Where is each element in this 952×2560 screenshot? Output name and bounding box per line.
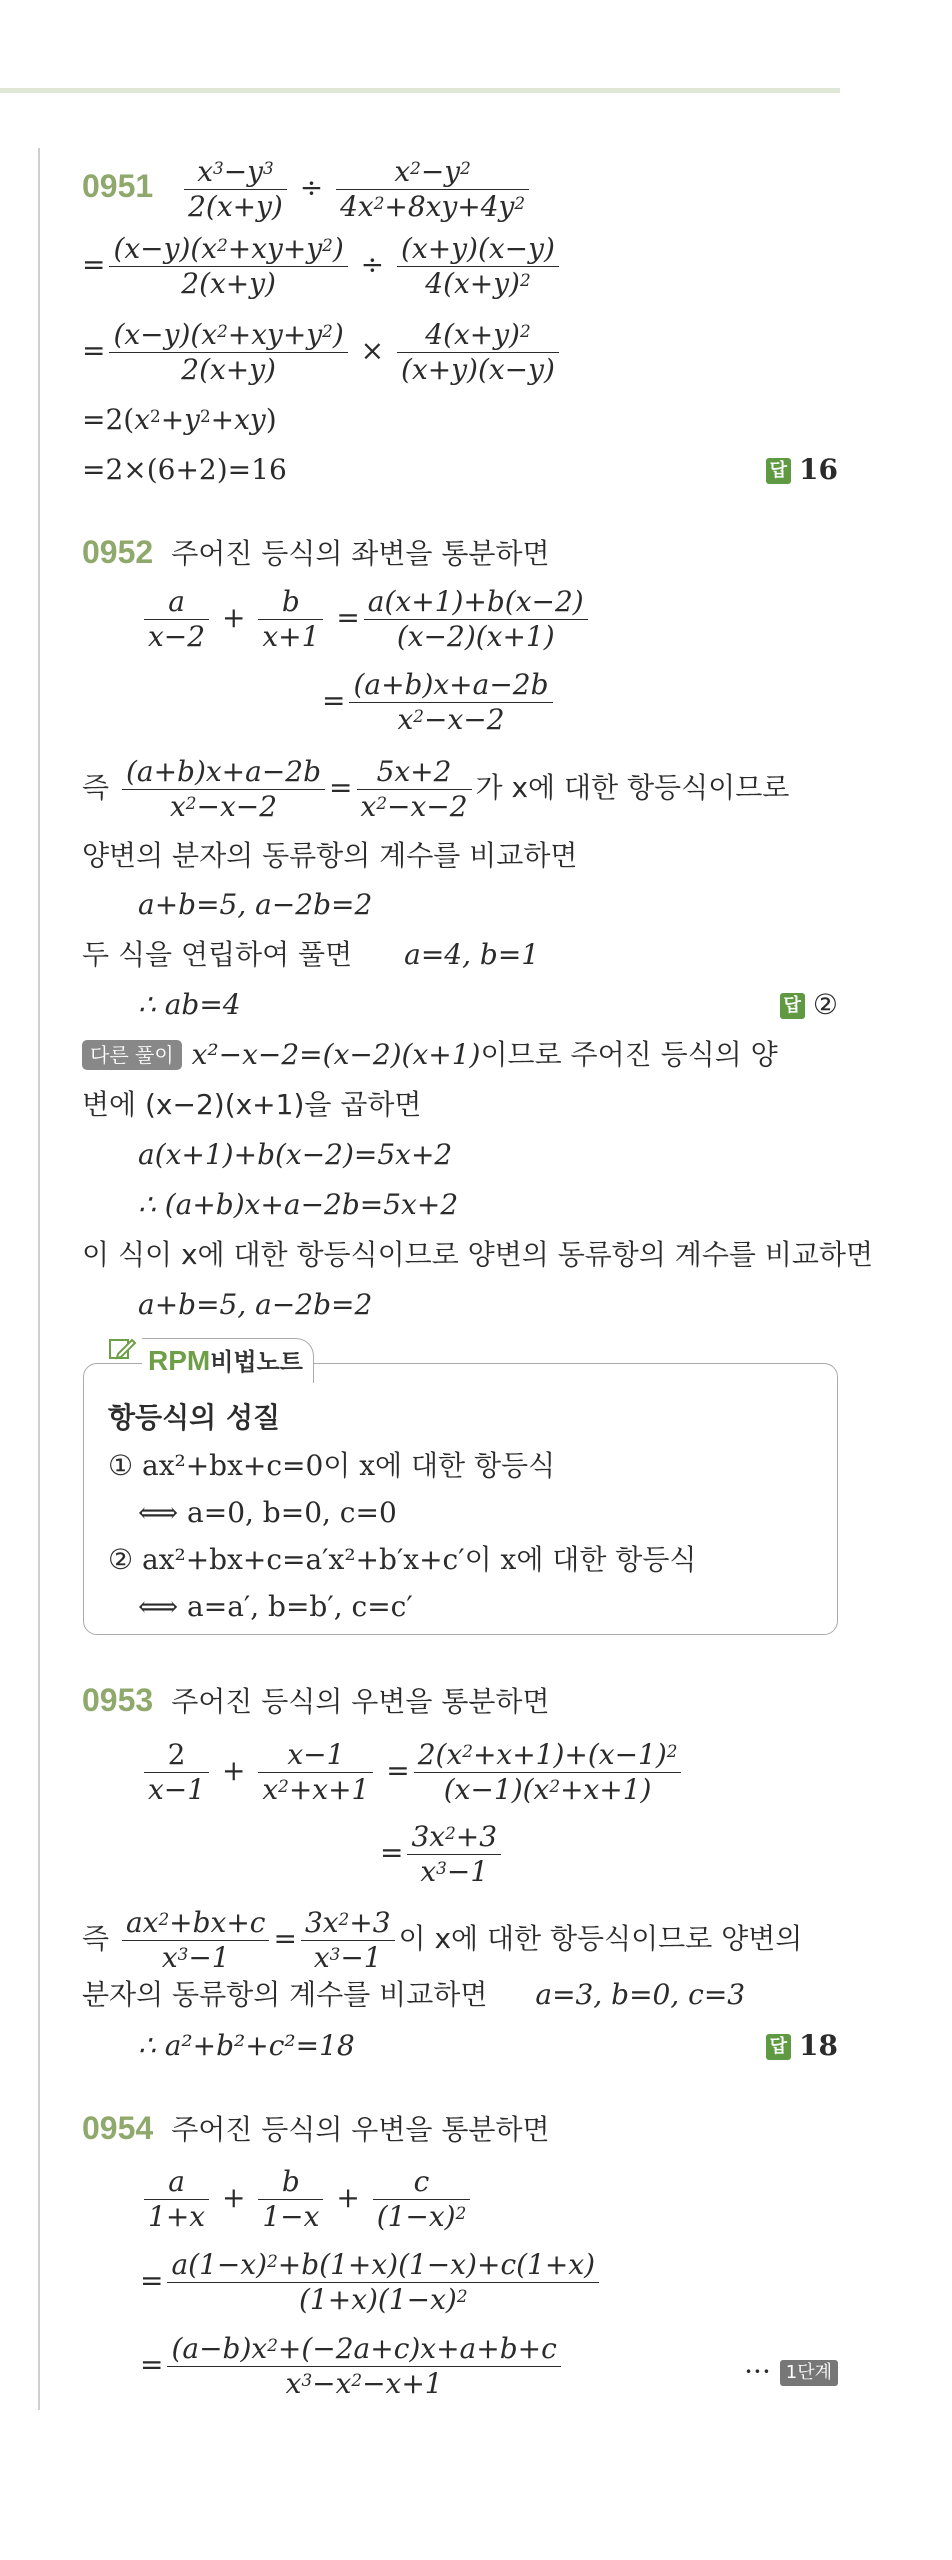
intro-text: 주어진 등식의 우변을 통분하면: [171, 2113, 550, 2146]
note-item2: ② ax²+bx+c=a′x²+b′x+c′이 x에 대한 항등식: [108, 1543, 697, 1576]
note-item1-result: ⟺ a=0, b=0, c=0: [138, 1496, 397, 1529]
alt-solution-line5: 이 식이 x에 대한 항등식이므로 양변의 동류항의 계수를 비교하면: [82, 1238, 874, 1271]
problem-number: 0953: [82, 1682, 154, 1718]
fraction: $\frac{3x^2+3}{x^3-1}$: [301, 1906, 395, 1975]
problem-0953-line4: 즉 $\frac{ax^2+bx+c}{x^3-1}$ = $\frac{3x^2+3}{x^3-1}$ 이 x에 대한 항등식이므로 양변의: [82, 1906, 803, 1974]
fraction: $\frac{ax^2+bx+c}{x^3-1}$: [122, 1906, 270, 1975]
text: 을 곱하면: [304, 1088, 422, 1121]
stage-marker: [744, 2352, 838, 2392]
answer-badge: 답: [766, 2034, 791, 2060]
fraction: $\frac{(a+b)x+a-2b}{x^2-x-2}$: [122, 755, 325, 824]
prefix-text: 즉: [82, 771, 110, 804]
problem-0954-line1: [82, 2108, 550, 2150]
suffix-text: 가 x에 대한 항등식이므로: [475, 771, 790, 804]
text: 분자의 동류항의 계수를 비교하면: [82, 1978, 488, 2011]
problem-0952-line4: 즉 $\frac{(a+b)x+a-2b}{x^2-x-2}$ = $\frac{5x+2}{x^2-x-2}$ 가 x에 대한 항등식이므로: [82, 755, 790, 823]
stage-badge: 1단계: [780, 2360, 838, 2386]
fraction: $\frac{(x-y)(x^2+xy+y^2)}{2(x+y)}$: [109, 232, 347, 301]
intro-text: 주어진 등식의 좌변을 통분하면: [171, 537, 550, 570]
problem-0952-line6: a+b=5, a−2b=2: [138, 888, 373, 921]
fraction: $\frac{a}{1+x}$: [144, 2165, 209, 2234]
answer-value: ②: [812, 988, 838, 1021]
text: 이므로 주어진 등식의 양: [480, 1038, 778, 1071]
rpm-note-title: [142, 1338, 314, 1383]
problem-0953-line1: [82, 1680, 550, 1722]
answer-value: 18: [799, 2029, 838, 2062]
suffix-text: 이 x에 대한 항등식이므로 양변의: [398, 1922, 803, 1955]
fraction: $\frac{x-1}{x^2+x+1}$: [258, 1738, 373, 1807]
fraction: $\frac{a(1-x)^2+b(1+x)(1-x)+c(1+x)}{(1+x)(1-x)^2}$: [167, 2248, 599, 2317]
top-divider: [0, 88, 840, 93]
fraction: $\frac{2(x^2+x+1)+(x-1)^2}{(x-1)(x^2+x+1)}$: [414, 1738, 682, 1807]
note-label: 비법노트: [210, 1348, 303, 1376]
fraction: $\frac{a(x+1)+b(x-2)}{(x-2)(x+1)}$: [364, 585, 588, 654]
prefix-text: 즉: [82, 1922, 110, 1955]
answer-0953: [766, 2026, 838, 2066]
fraction: $\frac{4(x+y)^2}{(x+y)(x-y)}$: [397, 318, 559, 387]
rpm-label: RPM: [148, 1345, 211, 1376]
alt-solution-line4: ∴ (a+b)x+a−2b=5x+2: [138, 1188, 459, 1221]
problem-0952-line3: = $\frac{(a+b)x+a-2b}{x^2-x-2}$: [322, 668, 557, 737]
problem-0951-line1: 0951 $\frac{x^3-y^3}{2(x+y)}$ ÷ $\frac{x^2-y^2}{4x^2+8xy+4y^2}$: [82, 155, 533, 224]
fraction: $\frac{c}{(1-x)^2}$: [373, 2165, 471, 2234]
fraction: $\frac{(x-y)(x^2+xy+y^2)}{2(x+y)}$: [109, 318, 347, 387]
fraction: $\frac{b}{1-x}$: [258, 2165, 323, 2234]
answer-0951: [766, 450, 838, 490]
alt-solution-line3: a(x+1)+b(x−2)=5x+2: [138, 1138, 453, 1171]
alt-solution-line1: [82, 1035, 778, 1075]
fraction: $\frac{a}{x-2}$: [144, 585, 209, 654]
note-heading: 항등식의 성질: [108, 1401, 281, 1434]
answer-0952: [780, 985, 839, 1025]
alt-solution-badge: 다른 풀이: [82, 1040, 182, 1070]
fraction: $\frac{5x+2}{x^2-x-2}$: [357, 755, 472, 824]
problem-0954-line2: $\frac{a}{1+x}$ + $\frac{b}{1-x}$ + $\frac{c}{(1-x)^2}$: [140, 2165, 474, 2234]
text: 두 식을 연립하여 풀면: [82, 938, 353, 971]
problem-0953-line3: = $\frac{3x^2+3}{x^3-1}$: [380, 1820, 505, 1889]
intro-text: 주어진 등식의 우변을 통분하면: [171, 1685, 550, 1718]
value: a=4, b=1: [404, 938, 540, 971]
dots: ···: [744, 2355, 771, 2388]
answer-badge: 답: [780, 993, 805, 1019]
problem-0952-line1: [82, 532, 550, 574]
problem-0951-line2: = $\frac{(x-y)(x^2+xy+y^2)}{2(x+y)}$ ÷ $\frac{(x+y)(x-y)}{4(x+y)^2}$: [82, 232, 563, 301]
problem-0953-line2: $\frac{2}{x-1}$ + $\frac{x-1}{x^2+x+1}$ = $\frac{2(x^2+x+1)+(x-1)^2}{(x-1)(x^2+x+1)}$: [140, 1738, 685, 1807]
problem-0952-line5: 양변의 분자의 동류항의 계수를 비교하면: [82, 839, 578, 872]
fraction: $\frac{b}{x+1}$: [258, 585, 323, 654]
fraction: $\frac{(a-b)x^2+(-2a+c)x+a+b+c}{x^3-x^2-x+1}$: [167, 2332, 560, 2401]
problem-0954-line3: = $\frac{a(1-x)^2+b(1+x)(1-x)+c(1+x)}{(1+x)(1-x)^2}$: [140, 2248, 603, 2317]
fraction: $\frac{x^2-y^2}{4x^2+8xy+4y^2}$: [336, 155, 529, 224]
alt-solution-line2: [82, 1085, 421, 1125]
math: x²−x−2=(x−2)(x+1): [191, 1038, 481, 1071]
left-margin-line: [38, 148, 40, 2410]
fraction: $\frac{x^3-y^3}{2(x+y)}$: [184, 155, 287, 224]
problem-0952-line7: [82, 935, 539, 975]
problem-number: 0954: [82, 2110, 154, 2146]
fraction: $\frac{(x+y)(x-y)}{4(x+y)^2}$: [397, 232, 559, 301]
problem-0952-line8: ∴ ab=4: [138, 988, 241, 1021]
note-item1: ① ax²+bx+c=0이 x에 대한 항등식: [108, 1449, 556, 1482]
fraction: $\frac{(a+b)x+a-2b}{x^2-x-2}$: [349, 668, 552, 737]
problem-number: 0951: [82, 168, 154, 204]
problem-0951-line5: =2×(6+2)=16: [82, 453, 287, 486]
problem-number: 0952: [82, 534, 154, 570]
problem-0953-line6: ∴ a²+b²+c²=18: [138, 2029, 355, 2062]
pencil-icon: [108, 1336, 136, 1364]
answer-value: 16: [799, 453, 838, 486]
problem-0951-line4: $=2(x^2+y^2+xy)$: [82, 403, 277, 436]
alt-solution-line6: a+b=5, a−2b=2: [138, 1288, 373, 1321]
problem-0951-line3: = $\frac{(x-y)(x^2+xy+y^2)}{2(x+y)}$ × $\frac{4(x+y)^2}{(x+y)(x-y)}$: [82, 318, 563, 387]
fraction: $\frac{2}{x-1}$: [144, 1738, 209, 1807]
value: a=3, b=0, c=3: [535, 1978, 746, 2011]
problem-0954-line4: = $\frac{(a-b)x^2+(-2a+c)x+a+b+c}{x^3-x^2-x+1}$: [140, 2332, 565, 2401]
fraction: $\frac{3x^2+3}{x^3-1}$: [407, 1820, 501, 1889]
math: 변에 (x−2)(x+1): [82, 1088, 305, 1121]
problem-0953-line5: [82, 1975, 745, 2015]
problem-0952-line2: $\frac{a}{x-2}$ + $\frac{b}{x+1}$ = $\frac{a(x+1)+b(x-2)}{(x-2)(x+1)}$: [140, 585, 592, 654]
answer-badge: 답: [766, 458, 791, 484]
note-item2-result: ⟺ a=a′, b=b′, c=c′: [138, 1590, 413, 1623]
